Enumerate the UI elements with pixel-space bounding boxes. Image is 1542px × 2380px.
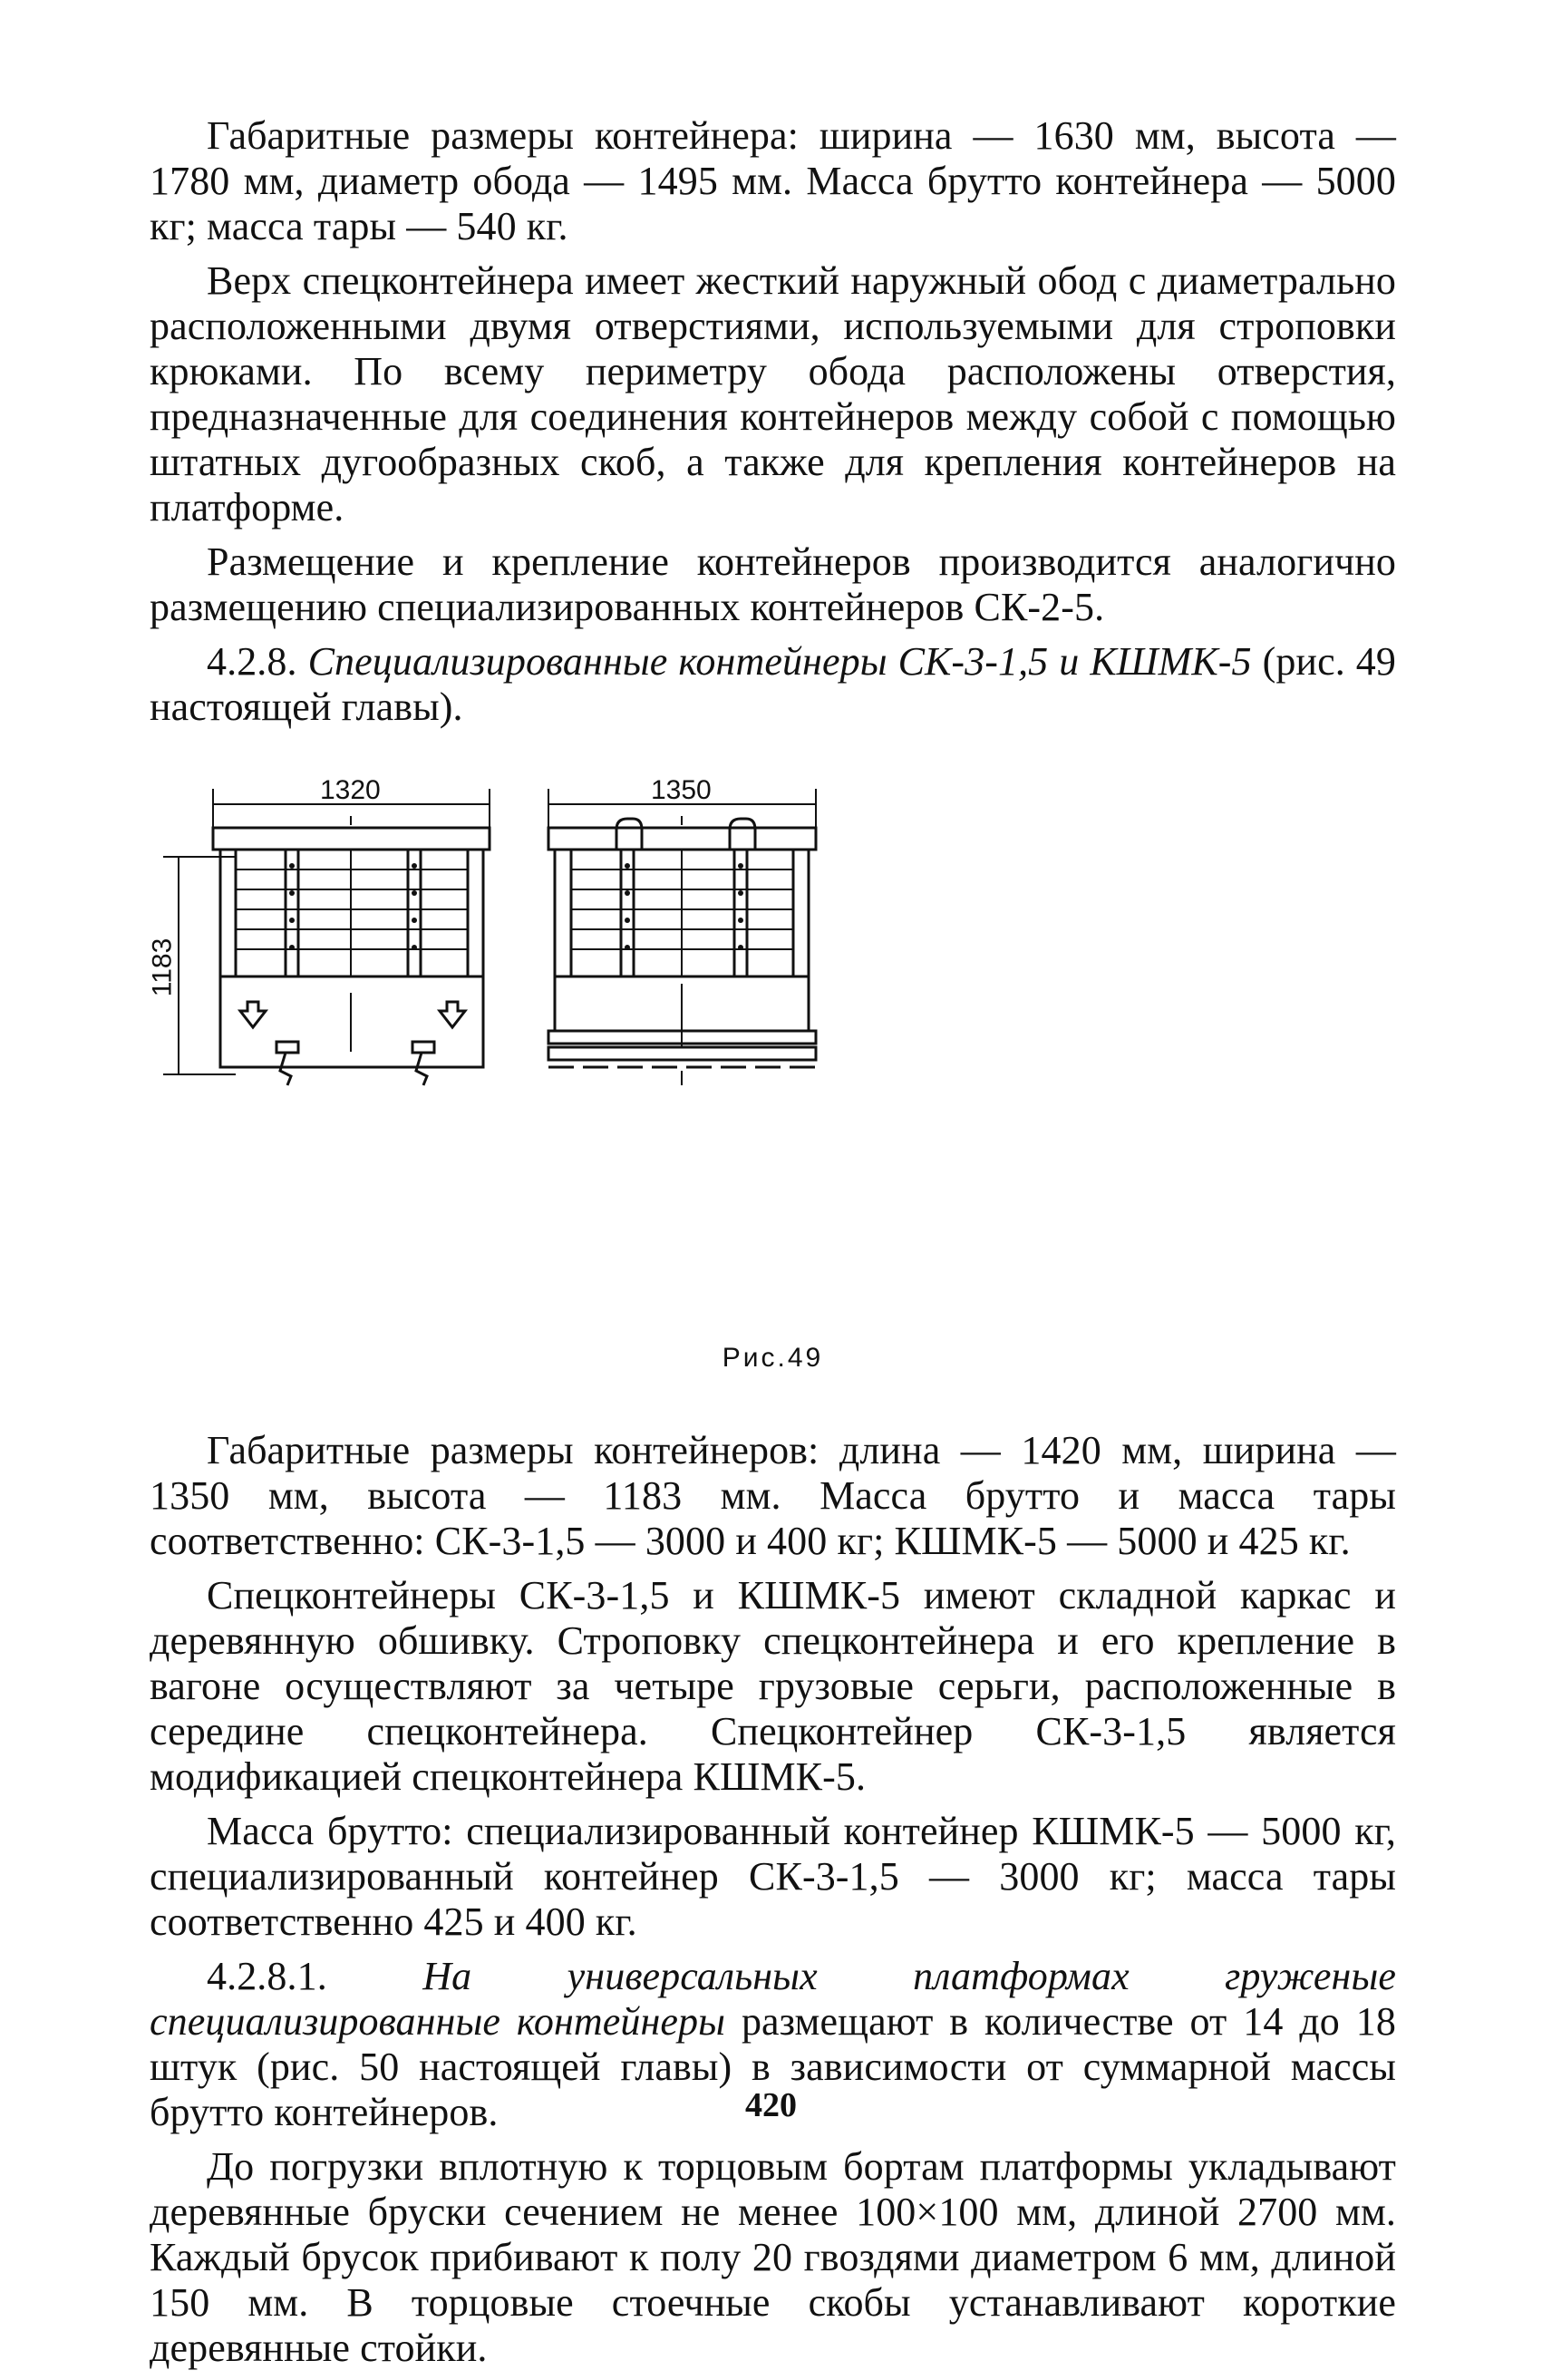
- figure-caption: Рис.49: [722, 1343, 824, 1373]
- section-tail: (рис. 49 настоящей главы).: [150, 639, 1396, 729]
- paragraph-mass: Масса брутто: специализированный контейнер КШМК-5 — 5000 кг, специализированный контейнер СК-3-1,5 — 3000 кг; масса тары соответственно 425 и 400 кг.: [150, 1809, 1396, 1944]
- paragraph-dimensions-2: Габаритные размеры контейнеров: длина — 1420 мм, ширина — 1350 мм, высота — 1183 мм. Масса брутто и масса тары соответственно: СК-3-1,5 — 3000 и 400 кг; КШМК-5 — 5000 и 425 кг.: [150, 1428, 1396, 1563]
- section-italic: На универсальных платформах груженые специализированные контейнеры: [150, 1954, 1396, 2044]
- section-number: 4.2.8.1.: [207, 1954, 327, 1998]
- paragraph-dimensions: Габаритные размеры контейнера: ширина — 1630 мм, высота — 1780 мм, диаметр обода — 1495 мм. Масса брутто контейнера — 5000 кг; масса тары — 540 кг.: [150, 113, 1396, 248]
- container-drawing: [150, 775, 1396, 1337]
- page-body: [147, 113, 1396, 2380]
- dimension-height: 1183: [147, 937, 178, 997]
- paragraph-loading: До погрузки вплотную к торцовым бортам платформы укладывают деревянные бруски сечением не менее 100×100 мм, длиной 2700 мм. Каждый брусок прибивают к полу 20 гвоздями диаметром 6 мм, длиной 150 мм. В торцовые стоечные скобы устанавливают короткие деревянные стойки.: [150, 2144, 1396, 2370]
- section-title: Специализированные контейнеры СК-3-1,5 и КШМК-5: [307, 639, 1252, 684]
- paragraph-placement: Размещение и крепление контейнеров производится аналогично размещению специализированных контейнеров СК-2-5.: [150, 539, 1396, 629]
- page-number: 420: [745, 2086, 797, 2124]
- figure-49: [147, 775, 1396, 1337]
- section-tail: размещают в количестве от 14 до 18 штук (рис. 50 настоящей главы) в зависимости от суммарной массы брутто контейнеров.: [150, 1999, 1396, 2134]
- paragraph-frame: Спецконтейнеры СК-3-1,5 и КШМК-5 имеют складной каркас и деревянную обшивку. Строповку спецконтейнера и его крепление в вагоне осуществляют за четыре грузовые серьги, расположенные в середине спецконтейнера. Спецконтейнер СК-3-1,5 является модификацией спецконтейнера КШМК-5.: [150, 1573, 1396, 1799]
- section-number: 4.2.8.: [207, 639, 297, 684]
- dimension-width-left: 1320: [320, 775, 381, 805]
- paragraph-rim: Верх спецконтейнера имеет жесткий наружный обод с диаметрально расположенными двумя отверстиями, используемыми для строповки крюками. По всему периметру обода расположены отверстия, предназначенные для соединения контейнеров между собой с помощью штатных дугообразных скоб, а также для крепления контейнеров на платформе.: [150, 258, 1396, 529]
- dimension-width-right: 1350: [651, 775, 712, 805]
- section-4-2-8: [150, 639, 1396, 730]
